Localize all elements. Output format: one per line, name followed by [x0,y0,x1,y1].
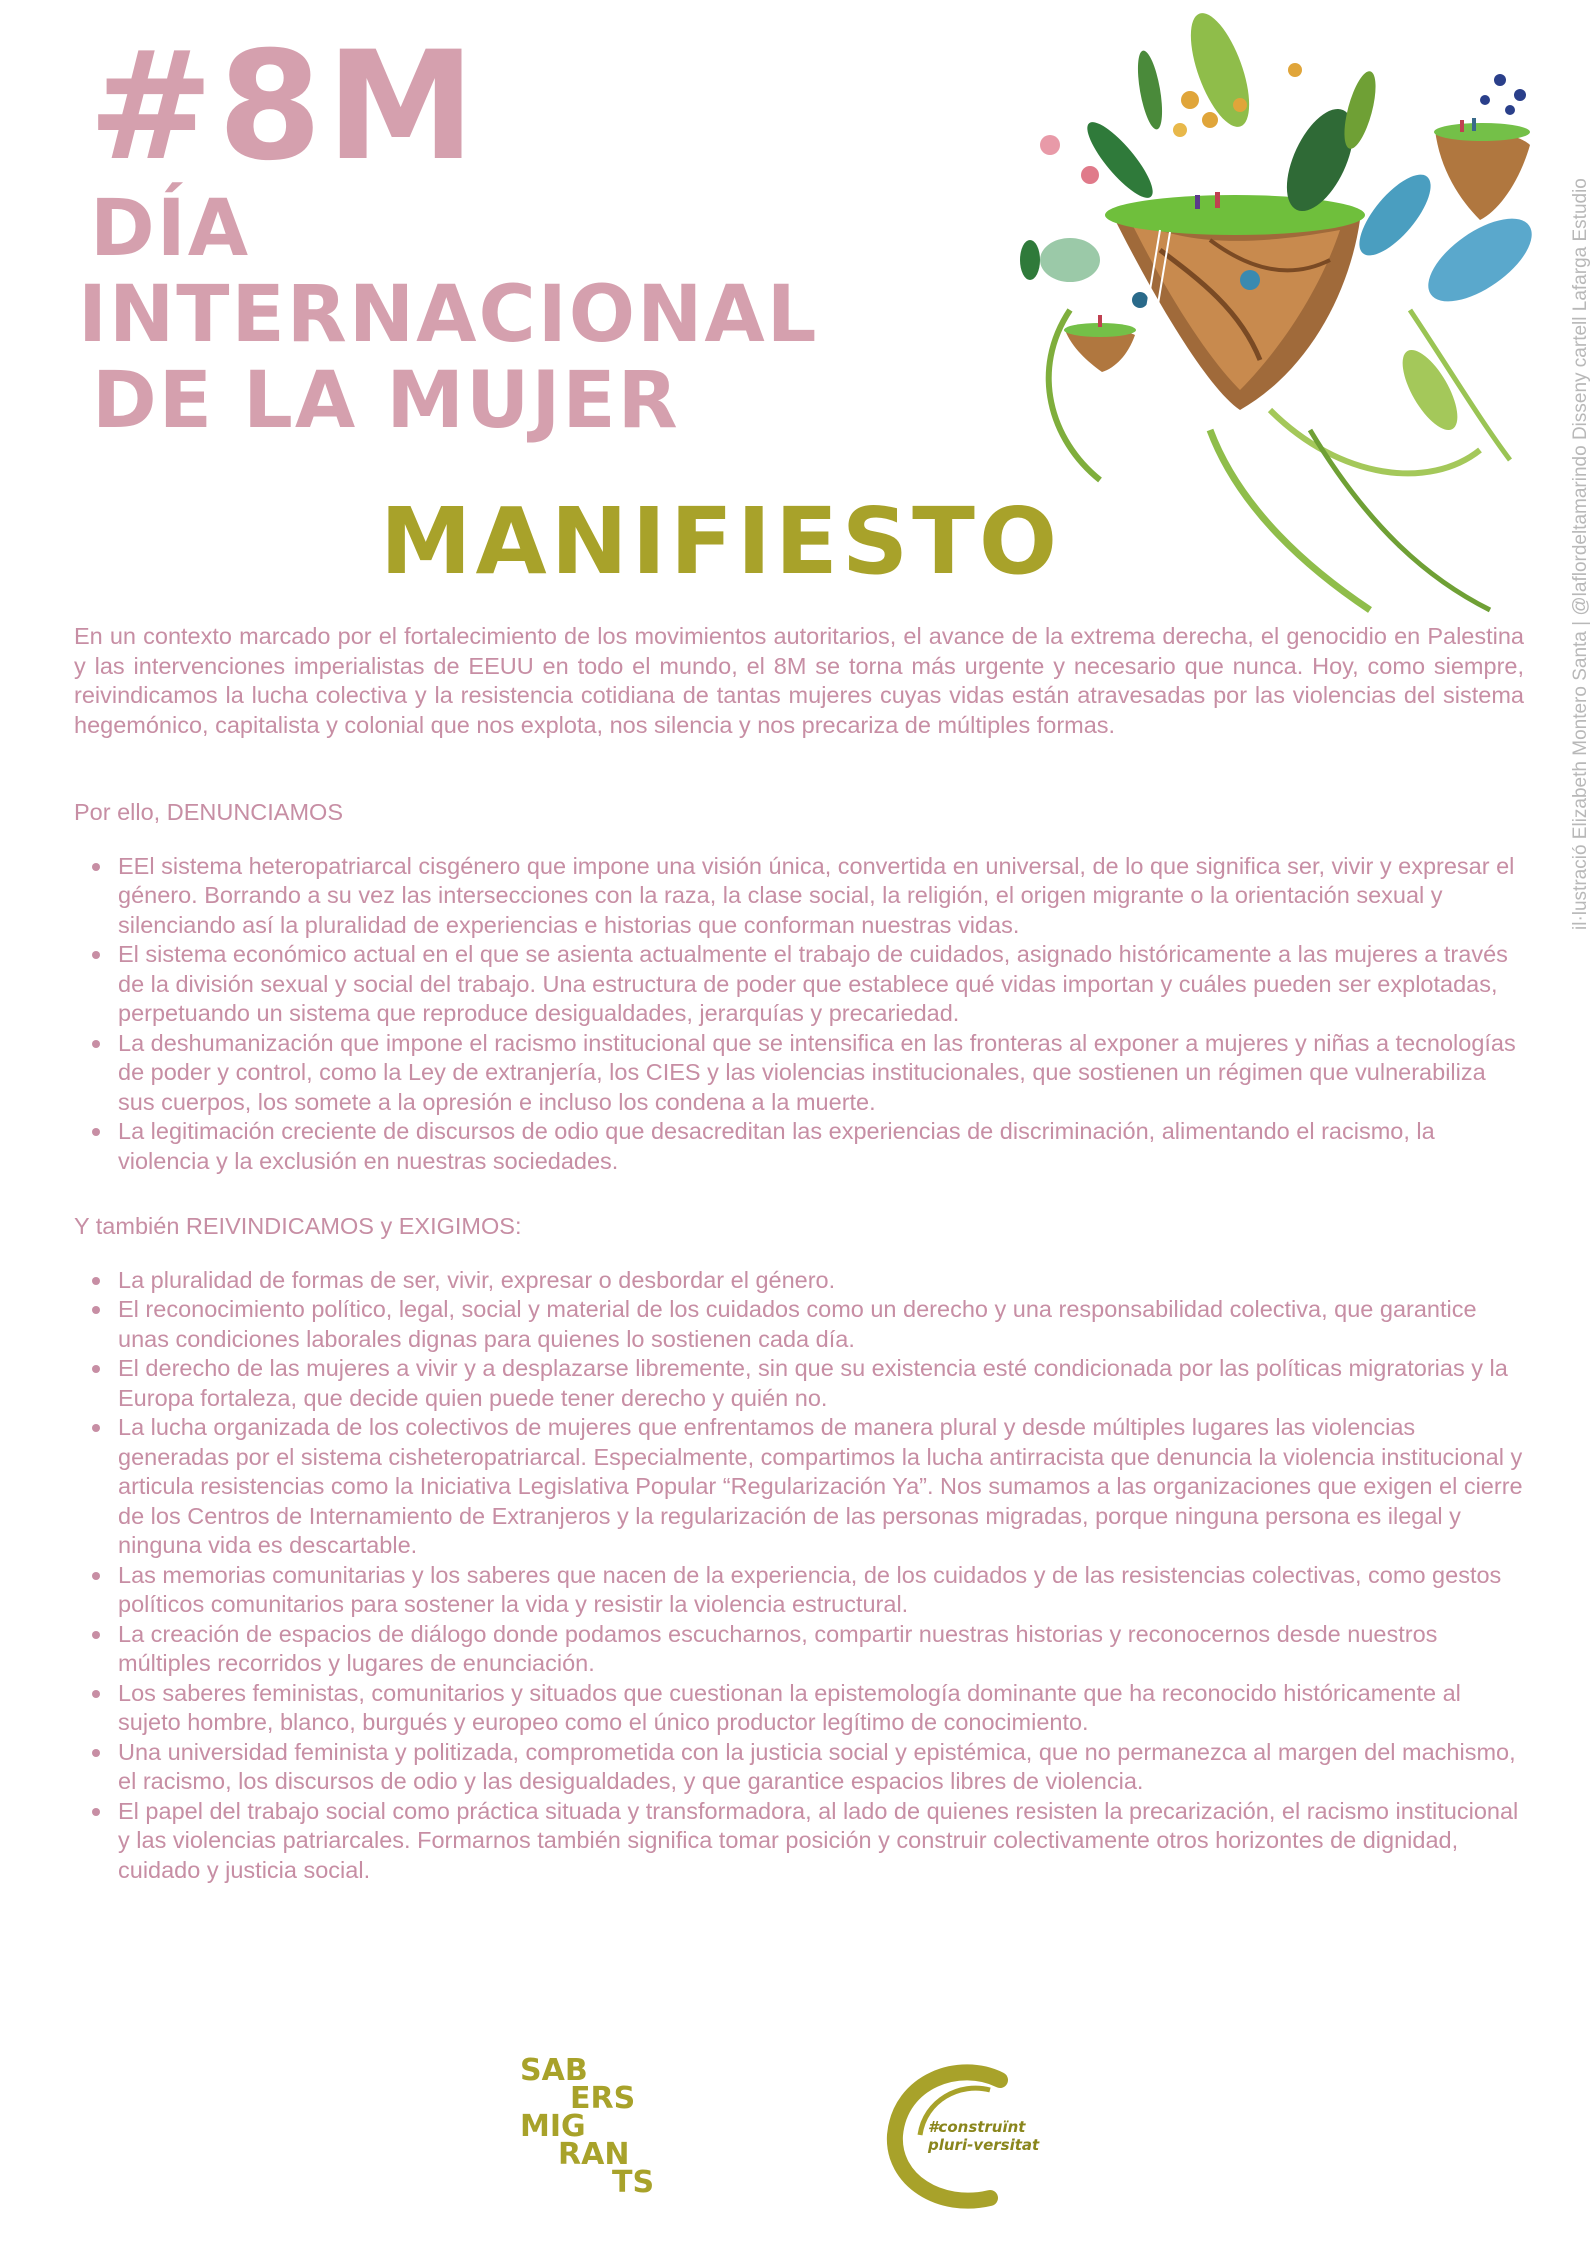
title-line-mujer: DE LA MUJER [92,356,680,446]
list-item: La legitimación creciente de discursos de odio que desacreditan las experiencias de discriminación, alimentando el racismo, la violencia y la exclusión en nuestras sociedades. [118,1117,1524,1176]
floating-islands-illustration [1010,10,1540,620]
list-item: La pluralidad de formas de ser, vivir, expresar o desbordar el género. [118,1266,1524,1296]
logo-part: TS [612,2165,655,2200]
list-item: Los saberes feministas, comunitarios y situados que cuestionan la epistemología dominante que ha reconocido históricamente al sujeto hombre, blanco, burgués y europeo como el único productor legítimo de conocimiento. [118,1679,1524,1738]
list-item: El papel del trabajo social como práctica situada y transformadora, al lado de quienes resisten la precarización, el racismo institucional y las violencias patriarcales. Formarnos también significa tomar posición y construir colectivamente otros horizontes de dignidad, cuidado y justicia social. [118,1797,1524,1886]
hashtag-title: #8M [88,20,480,194]
illustration-credit [1548,10,1591,930]
logo-part: MIG [520,2109,586,2144]
denunciamos-list [74,852,1524,1177]
list-item: El reconocimiento político, legal, social y material de los cuidados como un derecho y una responsabilidad colectiva, que garantice unas condiciones laborales dignas para quienes lo sostienen cada día. [118,1295,1524,1354]
list-item: Las memorias comunitarias y los saberes que nacen de la experiencia, de los cuidados y de las resistencias colectivas, como gestos políticos comunitarios para sostener la vida y resistir la violencia estructural. [118,1561,1524,1620]
denunciamos-label: Por ello, DENUNCIAMOS [74,799,343,825]
construint-pluriversitat-logo [880,2060,1050,2210]
logo-line: #construïnt [928,2118,1026,2136]
list-item: El derecho de las mujeres a vivir y a desplazarse libremente, sin que su existencia esté condicionada por las políticas migratorias y la Europa fortaleza, que decide quien puede tener derecho y quién no. [118,1354,1524,1413]
list-item: La creación de espacios de diálogo donde podamos escucharnos, compartir nuestras historias y reconocernos desde nuestros múltiples recorridos y lugares de enunciación. [118,1620,1524,1679]
list-item: Una universidad feminista y politizada, comprometida con la justicia social y epistémica, que no permanezca al margen del machismo, el racismo, los discursos de odio y las desigualdades, y que garantice espacios libres de violencia. [118,1738,1524,1797]
exigimos-label: Y también REIVINDICAMOS y EXIGIMOS: [74,1213,522,1239]
sabers-migrants-logo [520,2053,670,2206]
list-item: La deshumanización que impone el racismo institucional que se intensifica en las fronteras al exponer a mujeres y niñas a tecnologías de poder y control, como la Ley de extranjería, los CIES y las violencias institucionales, que sostienen un régimen que vulnerabiliza sus cuerpos, los somete a la opresión e incluso los condena a la muerte. [118,1029,1524,1118]
intro-paragraph: En un contexto marcado por el fortalecimiento de los movimientos autoritarios, el avance de la extrema derecha, el genocidio en Palestina y las intervenciones imperialistas de EEUU en todo el mundo, el 8M se torna más urgente y necesario que nunca. Hoy, como siempre, reivindicamos la lucha colectiva y la resistencia cotidiana de tantas mujeres cuyas vidas están atravesadas por las violencias del sistema hegemónico, capitalista y colonial que nos explota, nos silencia y nos precariza de múltiples formas. [74,623,1524,738]
logo-part: ERS [570,2081,636,2116]
list-item: EEl sistema heteropatriarcal cisgénero que impone una visión única, convertida en universal, de lo que significa ser, vivir y expresar el género. Borrando a su vez las intersecciones con la raza, la clase social, la religión, el origen migrante o la orientación sexual y silenciando así la pluralidad de experiencias e historias que conforman nuestras vidas. [118,852,1524,941]
title-block [78,20,819,446]
exigimos-list [74,1266,1524,1886]
logo-part: SAB [520,2053,588,2088]
logo-line: pluri-versitat [928,2136,1040,2154]
manifesto-body [74,622,1524,1885]
list-item: El sistema económico actual en el que se asienta actualmente el trabajo de cuidados, asignado históricamente a las mujeres a través de la división sexual y social del trabajo. Una estructura de poder que establece qué vidas importan y cuáles pueden ser explotadas, perpetuando un sistema que reproduce desigualdades, jerarquías y precariedad. [118,940,1524,1029]
title-line-internacional: INTERNACIONAL [78,270,819,360]
construint-text [928,2118,1048,2154]
manifiesto-heading: MANIFIESTO [380,488,1062,595]
list-item: La lucha organizada de los colectivos de mujeres que enfrentamos de manera plural y desde múltiples lugares las violencias generadas por el sistema cisheteropatriarcal. Especialmente, compartimos la lucha antirracista que denuncia la violencia institucional y articula resistencias como la Iniciativa Legislativa Popular “Regularización Ya”. Nos sumamos a las organizaciones que exigen el cierre de los Centros de Internamiento de Extranjeros y la regularización de las personas migradas, porque ninguna persona es ilegal y ninguna vida es descartable. [118,1413,1524,1561]
logo-part: RAN [558,2137,630,2172]
title-line-dia: DÍA [90,184,251,274]
credit-text: il·lustració Elizabeth Montero Santa | @laflordeltamarindo Disseny cartell Lafarga Estudio [1570,178,1591,930]
